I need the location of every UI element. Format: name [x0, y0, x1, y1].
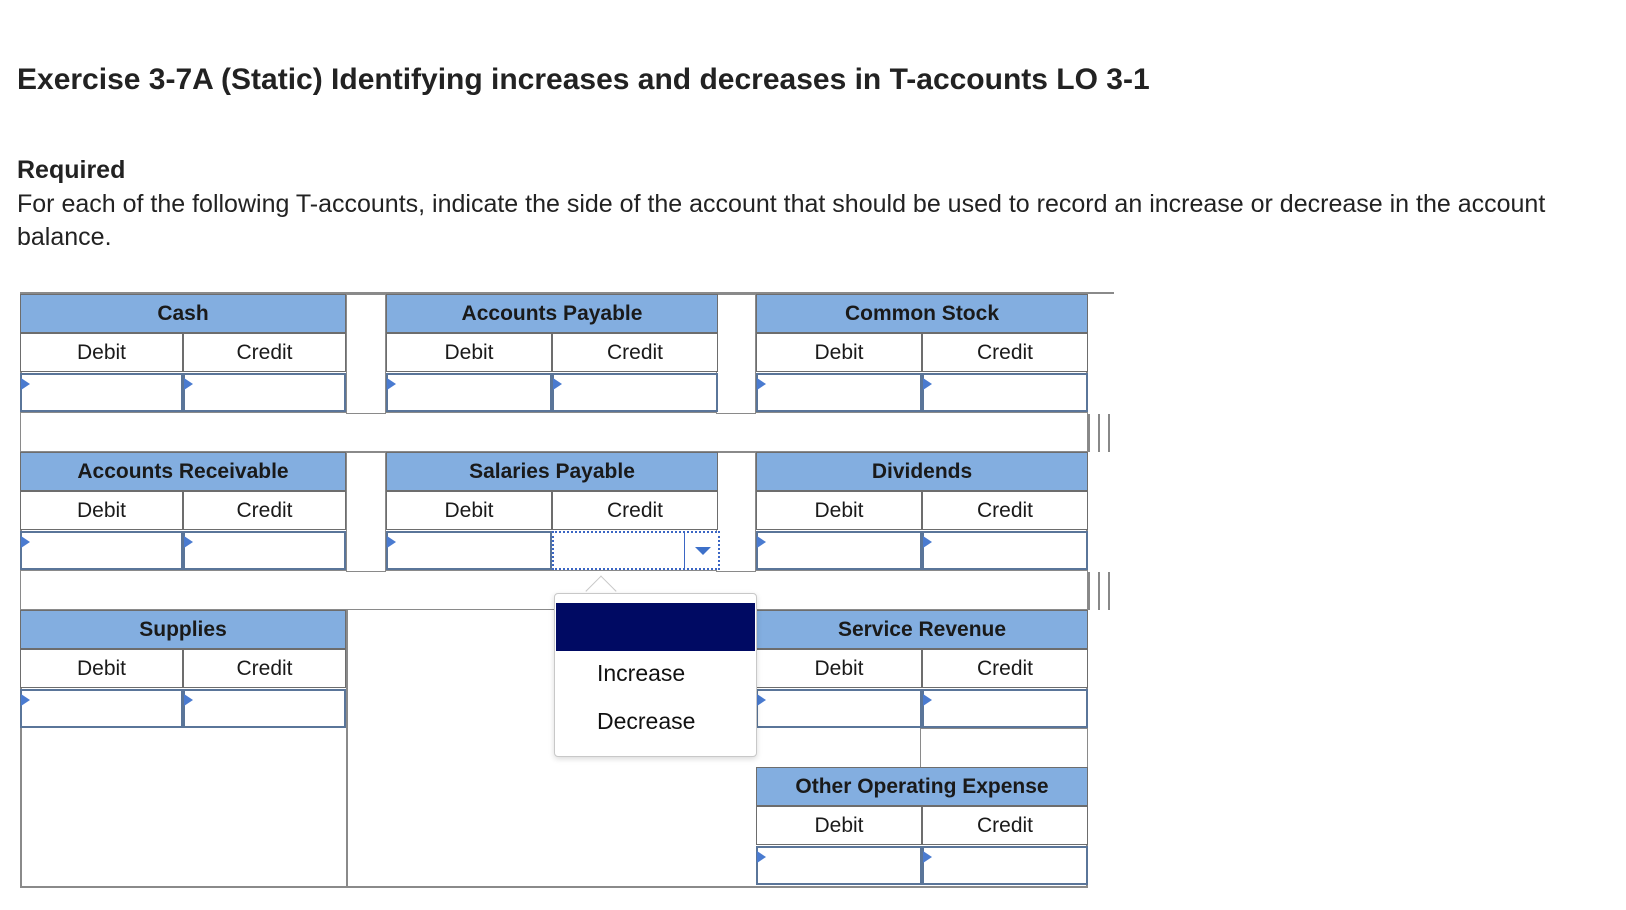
resize-handle[interactable] [1088, 414, 1110, 452]
accounts-payable-header: Accounts Payable [386, 294, 718, 333]
grid-bottom-border [20, 886, 1086, 888]
accounts-payable-credit-select[interactable] [552, 373, 718, 412]
dropdown-option-decrease[interactable]: Decrease [597, 708, 696, 734]
cash-header: Cash [20, 294, 346, 333]
resize-handle[interactable] [1088, 572, 1110, 610]
accounts-receivable-debit-select[interactable] [20, 531, 183, 570]
dividends-header: Dividends [756, 452, 1088, 491]
supplies-debit-select[interactable] [20, 689, 183, 728]
accounts-payable-debit-select[interactable] [386, 373, 552, 412]
accounts-receivable-credit-label: Credit [183, 491, 346, 530]
dropdown-menu [554, 593, 757, 757]
accounts-receivable-debit-label: Debit [20, 491, 183, 530]
salaries-payable-credit-select[interactable] [552, 531, 720, 570]
supplies-credit-label: Credit [183, 649, 346, 688]
common-stock-debit-select[interactable] [756, 373, 922, 412]
dropdown-option-blank[interactable] [556, 603, 755, 651]
supplies-credit-select[interactable] [183, 689, 346, 728]
chevron-down-icon[interactable] [684, 533, 718, 568]
accounts-receivable-header: Accounts Receivable [20, 452, 346, 491]
service-revenue-header: Service Revenue [756, 610, 1088, 649]
accounts-payable-credit-label: Credit [552, 333, 718, 372]
service-revenue-debit-label: Debit [756, 649, 922, 688]
service-revenue-credit-select[interactable] [922, 689, 1088, 728]
cash-credit-label: Credit [183, 333, 346, 372]
other-operating-expense-credit-label: Credit [922, 806, 1088, 845]
separator-cell [716, 294, 756, 414]
separator-cell [346, 452, 386, 572]
supplies-debit-label: Debit [20, 649, 183, 688]
required-label: Required [17, 156, 126, 184]
salaries-payable-credit-label: Credit [552, 491, 718, 530]
accounts-payable-debit-label: Debit [386, 333, 552, 372]
separator-cell [346, 294, 386, 414]
cash-debit-label: Debit [20, 333, 183, 372]
common-stock-header: Common Stock [756, 294, 1088, 333]
cash-credit-select[interactable] [183, 373, 346, 412]
dividends-debit-label: Debit [756, 491, 922, 530]
dividends-credit-label: Credit [922, 491, 1088, 530]
salaries-payable-debit-label: Debit [386, 491, 552, 530]
other-operating-expense-credit-select[interactable] [922, 846, 1088, 885]
salaries-payable-header: Salaries Payable [386, 452, 718, 491]
other-operating-expense-header: Other Operating Expense [756, 767, 1088, 806]
dividends-credit-select[interactable] [922, 531, 1088, 570]
other-operating-expense-debit-select[interactable] [756, 846, 922, 885]
separator-cell [716, 452, 756, 572]
common-stock-credit-label: Credit [922, 333, 1088, 372]
cash-debit-select[interactable] [20, 373, 183, 412]
salaries-payable-debit-select[interactable] [386, 531, 552, 570]
service-revenue-credit-label: Credit [922, 649, 1088, 688]
dividends-debit-select[interactable] [756, 531, 922, 570]
common-stock-credit-select[interactable] [922, 373, 1088, 412]
page-title: Exercise 3-7A (Static) Identifying increases and decreases in T-accounts LO 3-1 [17, 63, 1150, 96]
supplies-header: Supplies [20, 610, 346, 649]
spacer-row [20, 412, 1088, 452]
accounts-receivable-credit-select[interactable] [183, 531, 346, 570]
separator-cell [920, 728, 1088, 768]
required-instructions: For each of the following T-accounts, indicate the side of the account that should be used to record an increase or decrease in the account balance. [17, 190, 1546, 251]
service-revenue-debit-select[interactable] [756, 689, 922, 728]
dropdown-option-increase[interactable]: Increase [597, 660, 686, 686]
common-stock-debit-label: Debit [756, 333, 922, 372]
other-operating-expense-debit-label: Debit [756, 806, 922, 845]
